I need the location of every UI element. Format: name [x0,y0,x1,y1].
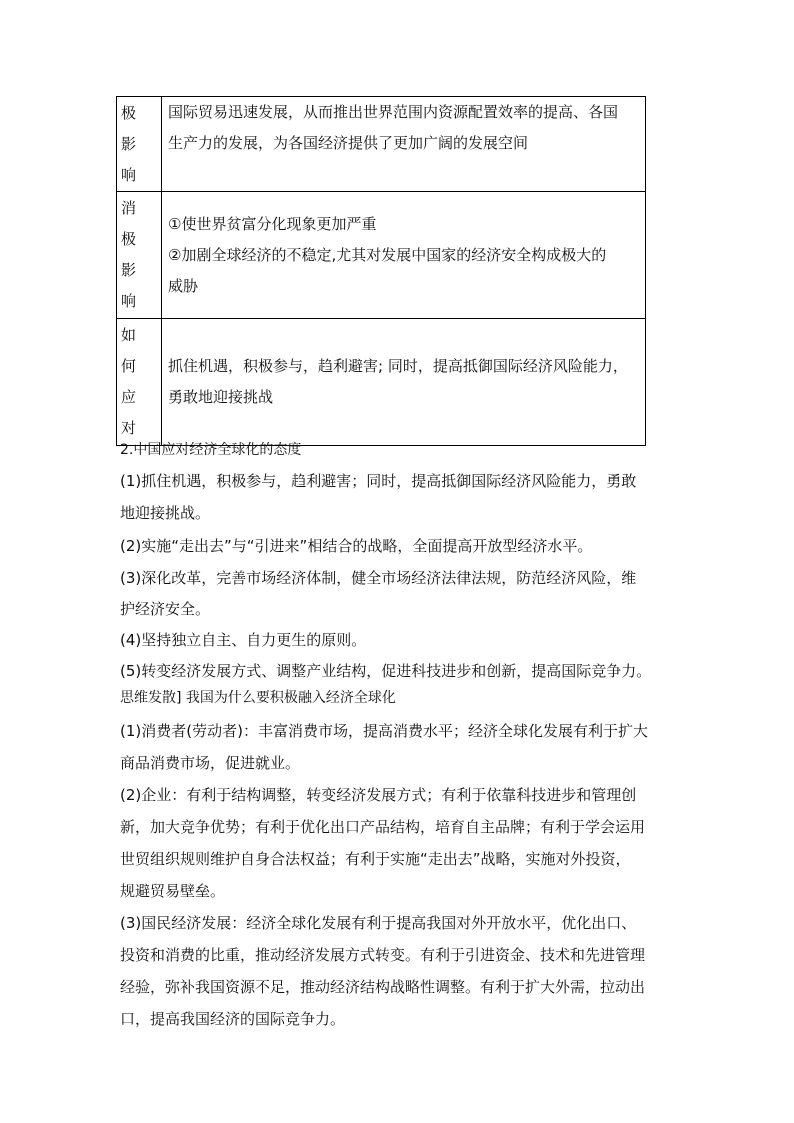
label-char: 响 [121,292,137,310]
label-char: 消 [121,199,137,217]
label-char: 影 [121,134,137,153]
table-row-positive-impact [117,97,646,192]
paragraph-line: (5)转变经济发展方式、调整产业结构，促进科技进步和创新，提高国际竞争力。 [120,662,652,680]
table-row-negative-impact [117,192,646,319]
paragraph-line: (2)实施“走出去”与“引进来”相结合的战略，全面提高开放型经济水平。 [120,537,593,555]
paragraph-line: 投资和消费的比重，推动经济发展方式转变。有利于引进资金、技术和先进管理 [120,946,646,964]
label-char: 影 [121,261,137,279]
paragraph-line: 世贸组织规则维护自身合法权益；有利于实施“走出去”战略，实施对外投资， [120,850,631,868]
label-char: 应 [121,388,137,406]
paragraph-line: (3)深化改革，完善市场经济体制，健全市场经济法律法规，防范经济风险，维 [120,569,637,587]
content-line: 生产力的发展，为各国经济提供了更加广阔的发展空间 [168,134,529,152]
label-char: 响 [121,165,137,184]
paragraph-line: (3)国民经济发展：经济全球化发展有利于提高我国对外开放水平，优化出口、 [120,914,637,932]
content-line: ①使世界贫富分化现象更加严重 [168,214,377,233]
label-char: 对 [121,419,137,437]
content-line: 威胁 [168,276,199,295]
paragraph-line: (2)企业：有利于结构调整，转变经济发展方式；有利于依靠科技进步和管理创 [120,786,637,804]
paragraph-line: (1)抓住机遇，积极参与，趋利避害；同时，提高抵御国际经济风险能力，勇敢 [120,472,637,490]
table-row-how-to-respond [117,319,646,446]
content-line: ②加剧全球经济的不稳定,尤其对发展中国家的经济安全构成极大的 [168,245,607,264]
content-line: 抓住机遇，积极参与，趋利避害; 同时，提高抵御国际经济风险能力， [168,357,628,375]
paragraph-line: (4)坚持独立自主、自力更生的原则。 [120,631,367,649]
label-char: 何 [121,357,137,375]
label-char: 如 [121,326,137,344]
paragraph-line: 规避贸易壁垒。 [120,882,226,900]
paragraph-line: (1)消费者(劳动者)：丰富消费市场，提高消费水平；经济全球化发展有利于扩大 [120,722,648,740]
row-content-negative-impact [162,192,646,319]
label-char: 极 [121,103,137,122]
row-label-negative-impact [117,192,162,319]
divergent-heading: 思维发散] 我国为什么要积极融入经济全球化 [120,690,396,706]
row-content-positive-impact [162,97,646,192]
body-text [120,440,680,1028]
globalization-table [116,96,646,446]
content-line: 勇敢地迎接挑战 [168,388,274,406]
paragraph-line: 商品消费市场，促进就业。 [120,754,301,772]
content-line: 国际贸易迅速发展，从而推出世界范围内资源配置效率的提高、各国 [168,103,619,121]
paragraph-line: 口，提高我国经济的国际竞争力。 [120,1010,346,1028]
paragraph-line: 护经济安全。 [120,600,211,618]
section-heading: 2.中国应对经济全球化的态度 [120,442,302,458]
paragraph-line: 新，加大竞争优势；有利于优化出口产品结构，培育自主品牌；有利于学会运用 [120,818,646,836]
row-label-how-to-respond [117,319,162,446]
paragraph-line: 地迎接挑战。 [120,504,211,522]
label-char: 极 [121,230,137,248]
row-content-how-to-respond [162,319,646,446]
row-label-positive-impact [117,97,162,192]
paragraph-line: 经验，弥补我国资源不足，推动经济结构战略性调整。有利于扩大外需，拉动出 [120,978,646,996]
